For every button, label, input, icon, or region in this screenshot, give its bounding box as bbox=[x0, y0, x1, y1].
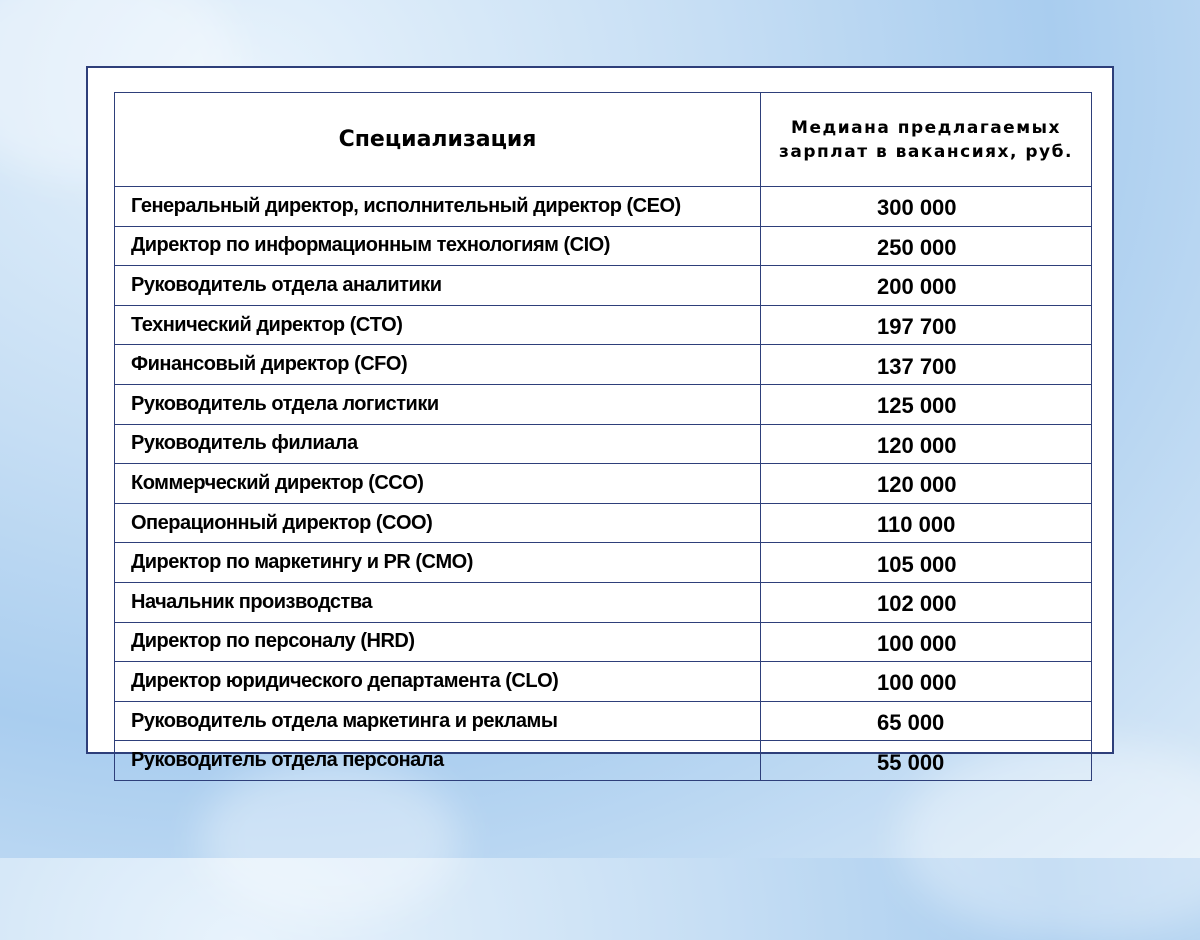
salary-cell: 120 000 bbox=[761, 424, 1092, 464]
table-row bbox=[115, 187, 1092, 227]
table-row bbox=[115, 503, 1092, 543]
salary-cell: 197 700 bbox=[761, 305, 1092, 345]
table-row bbox=[115, 384, 1092, 424]
specialization-cell: Руководитель отдела логистики bbox=[115, 384, 761, 424]
specialization-cell: Операционный директор (COO) bbox=[115, 503, 761, 543]
header-median-salary: Медиана предлагаемых зарплат в вакансиях, руб. bbox=[761, 93, 1092, 187]
table-row bbox=[115, 345, 1092, 385]
table-row bbox=[115, 226, 1092, 266]
table-row bbox=[115, 305, 1092, 345]
specialization-cell: Технический директор (CTO) bbox=[115, 305, 761, 345]
table-row bbox=[115, 582, 1092, 622]
specialization-cell: Директор по персоналу (HRD) bbox=[115, 622, 761, 662]
table-row bbox=[115, 701, 1092, 741]
salary-cell: 137 700 bbox=[761, 345, 1092, 385]
specialization-cell: Генеральный директор, исполнительный директор (CEO) bbox=[115, 187, 761, 227]
table-row bbox=[115, 741, 1092, 781]
table-row bbox=[115, 622, 1092, 662]
salary-cell: 102 000 bbox=[761, 582, 1092, 622]
specialization-cell: Директор по маркетингу и PR (CMO) bbox=[115, 543, 761, 583]
salary-table bbox=[114, 92, 1092, 781]
specialization-cell: Начальник производства bbox=[115, 582, 761, 622]
salary-cell: 200 000 bbox=[761, 266, 1092, 306]
table-row bbox=[115, 464, 1092, 504]
salary-cell: 110 000 bbox=[761, 503, 1092, 543]
table-header-row bbox=[115, 93, 1092, 187]
salary-cell: 300 000 bbox=[761, 187, 1092, 227]
specialization-cell: Руководитель отдела персонала bbox=[115, 741, 761, 781]
salary-cell: 125 000 bbox=[761, 384, 1092, 424]
salary-cell: 105 000 bbox=[761, 543, 1092, 583]
specialization-cell: Финансовый директор (CFO) bbox=[115, 345, 761, 385]
salary-cell: 100 000 bbox=[761, 622, 1092, 662]
salary-cell: 250 000 bbox=[761, 226, 1092, 266]
salary-cell: 100 000 bbox=[761, 662, 1092, 702]
specialization-cell: Директор по информационным технологиям (CIO) bbox=[115, 226, 761, 266]
specialization-cell: Руководитель отдела аналитики bbox=[115, 266, 761, 306]
table-row bbox=[115, 662, 1092, 702]
table-row bbox=[115, 266, 1092, 306]
table-row bbox=[115, 424, 1092, 464]
salary-cell: 65 000 bbox=[761, 701, 1092, 741]
salary-cell: 55 000 bbox=[761, 741, 1092, 781]
salary-cell: 120 000 bbox=[761, 464, 1092, 504]
specialization-cell: Директор юридического департамента (CLO) bbox=[115, 662, 761, 702]
specialization-cell: Коммерческий директор (CCO) bbox=[115, 464, 761, 504]
table-row bbox=[115, 543, 1092, 583]
specialization-cell: Руководитель отдела маркетинга и рекламы bbox=[115, 701, 761, 741]
header-specialization: Специализация bbox=[115, 93, 761, 187]
slide-panel bbox=[86, 66, 1114, 775]
background-bokeh bbox=[200, 760, 460, 920]
specialization-cell: Руководитель филиала bbox=[115, 424, 761, 464]
